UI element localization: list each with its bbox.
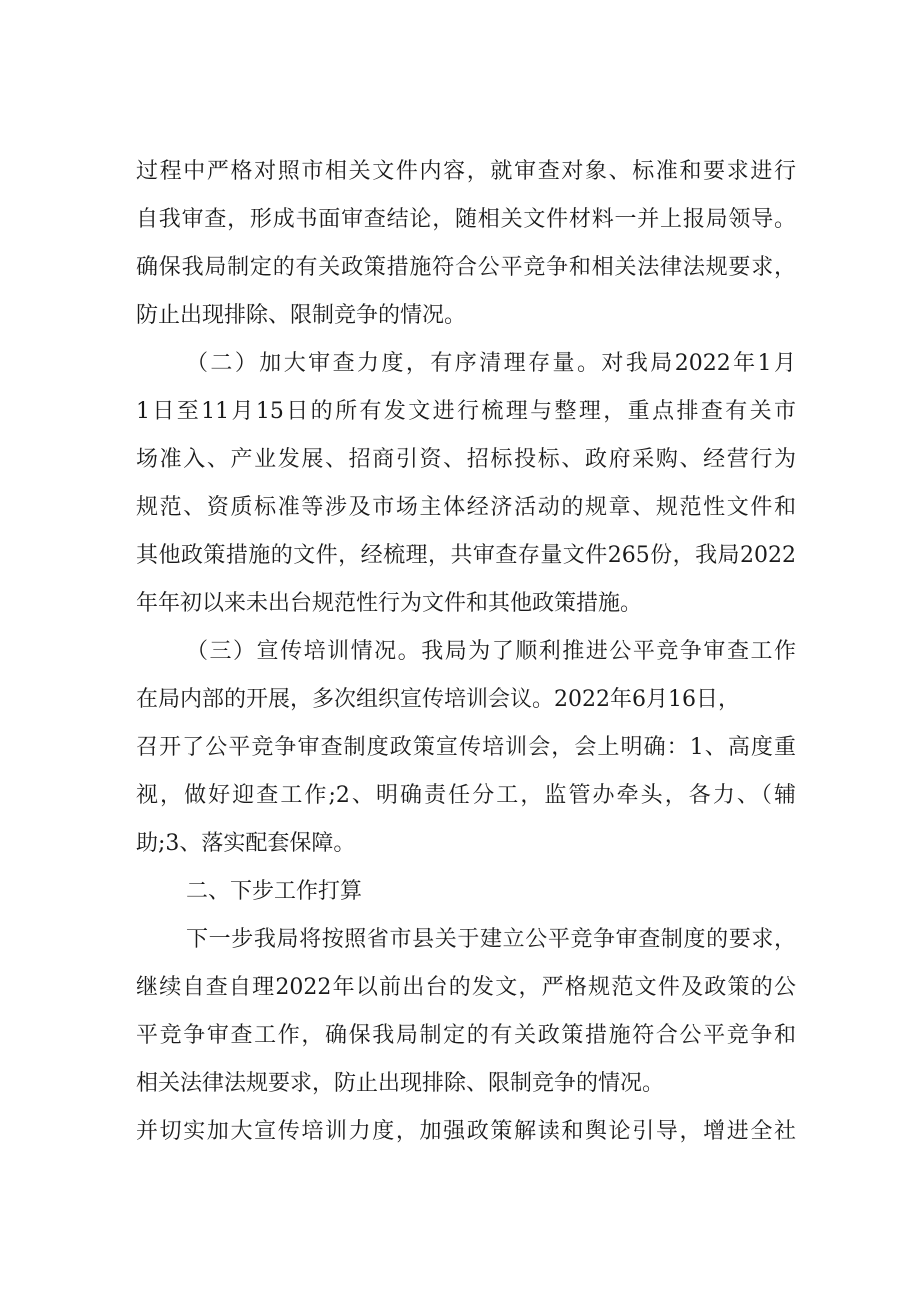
paragraph-line: 视，做好迎查工作;2、明确责任分工，监管办牵头，各力、（辅: [136, 783, 796, 808]
paragraph-line: 召开了公平竞争审查制度政策宣传培训会，会上明确：1、高度重: [136, 735, 796, 760]
paragraph-line: 1日至11月15日的所有发文进行梳理与整理，重点排查有关市: [136, 399, 796, 424]
paragraph-line: 继续自查自理2022年以前出台的发文，严格规范文件及政策的公: [136, 975, 796, 1000]
paragraph-line: 助;3、落实配套保障。: [136, 831, 356, 856]
paragraph-line: 并切实加大宣传培训力度，加强政策解读和舆论引导，增进全社: [136, 1119, 796, 1144]
section-heading: 二、下步工作打算: [186, 879, 363, 904]
paragraph-line: 规范、资质标准等涉及市场主体经济活动的规章、规范性文件和: [136, 495, 796, 520]
paragraph-line: 平竞争审查工作，确保我局制定的有关政策措施符合公平竞争和: [136, 1023, 796, 1048]
paragraph-line: （三）宣传培训情况。我局为了顺利推进公平竞争审查工作: [186, 639, 796, 664]
paragraph-line: 其他政策措施的文件，经梳理，共审查存量文件265份，我局2022: [136, 543, 796, 568]
paragraph-line: （二）加大审查力度，有序清理存量。对我局2022年1月: [186, 351, 796, 376]
paragraph-line: 确保我局制定的有关政策措施符合公平竞争和相关法律法规要求，: [136, 255, 796, 280]
paragraph-line: 场准入、产业发展、招商引资、招标投标、政府采购、经营行为: [136, 447, 796, 472]
paragraph-line: 自我审查，形成书面审查结论，随相关文件材料一并上报局领导。: [136, 207, 796, 232]
paragraph-line: 相关法律法规要求，防止出现排除、限制竞争的情况。: [136, 1071, 665, 1096]
paragraph-line: 防止出现排除、限制竞争的情况。: [136, 303, 467, 328]
paragraph-line: 在局内部的开展，多次组织宣传培训会议。2022年6月16日，: [136, 687, 740, 712]
paragraph-line: 下一步我局将按照省市县关于建立公平竞争审查制度的要求，: [186, 927, 796, 952]
paragraph-line: 过程中严格对照市相关文件内容，就审查对象、标准和要求进行: [136, 159, 796, 184]
paragraph-line: 年年初以来未出台规范性行为文件和其他政策措施。: [136, 591, 643, 616]
